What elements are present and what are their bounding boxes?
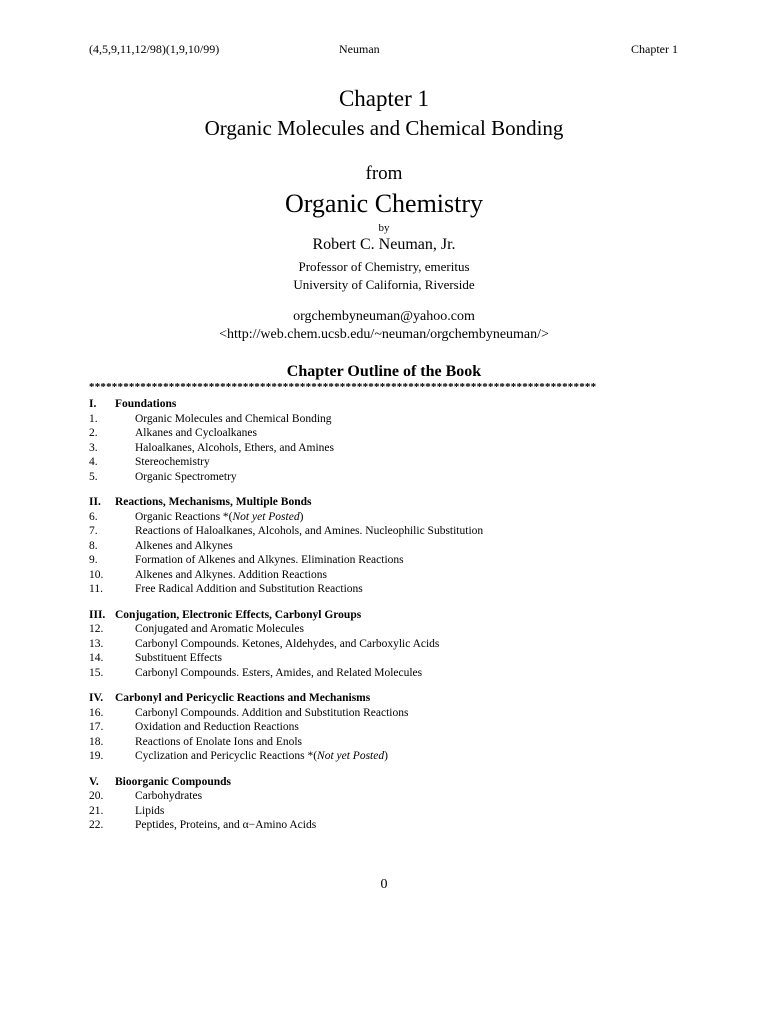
chapter-item-number: 3. bbox=[89, 441, 98, 454]
chapter-item-number: 9. bbox=[89, 554, 98, 566]
chapter-item-title: Haloalkanes, Alcohols, Ethers, and Amines bbox=[135, 441, 334, 454]
chapter-item-number: 13. bbox=[89, 637, 104, 650]
chapter-item-number: 22. bbox=[89, 819, 104, 831]
part-numeral: IV. bbox=[89, 692, 104, 704]
page-number: 0 bbox=[380, 877, 388, 892]
chapter-item-title: Peptides, Proteins, and α−Amino Acids bbox=[135, 819, 317, 831]
chapter-number: Chapter 1 bbox=[338, 86, 430, 111]
chapter-item-number: 12. bbox=[89, 623, 104, 635]
outline-chapter bbox=[89, 804, 689, 819]
book-title: Organic Chemistry bbox=[284, 189, 484, 218]
chapter-item-title: Organic Spectrometry bbox=[135, 470, 237, 483]
chapter-item-number: 19. bbox=[89, 750, 104, 762]
outline-part bbox=[89, 691, 689, 764]
header-left-dates: (4,5,9,11,12/98)(1,9,10/99) bbox=[89, 42, 220, 56]
chapter-item-title: Reactions of Haloalkanes, Alcohols, and Amines. Nucleophilic Substitution bbox=[135, 525, 484, 537]
part-heading bbox=[89, 775, 689, 790]
outline-chapter bbox=[89, 666, 689, 681]
chapter-item-title: Alkenes and Alkynes bbox=[135, 539, 233, 552]
outline-part bbox=[89, 775, 689, 833]
chapter-item-title: Stereochemistry bbox=[135, 456, 210, 468]
outline-heading: Chapter Outline of the Book bbox=[286, 363, 482, 380]
outline-chapter bbox=[89, 524, 689, 539]
part-heading bbox=[89, 691, 689, 706]
part-title: Reactions, Mechanisms, Multiple Bonds bbox=[115, 496, 312, 508]
chapter-item-title: Carbonyl Compounds. Ketones, Aldehydes, and Carboxylic Acids bbox=[135, 637, 440, 650]
book-outline bbox=[89, 397, 689, 844]
outline-chapter bbox=[89, 455, 689, 470]
outline-chapter bbox=[89, 426, 689, 441]
part-numeral: II. bbox=[89, 496, 101, 508]
chapter-item-title: Organic Reactions *(Not yet Posted) bbox=[135, 510, 304, 523]
outline-chapter bbox=[89, 568, 689, 583]
outline-part bbox=[89, 495, 689, 597]
outline-chapter bbox=[89, 470, 689, 485]
author-url: <http://web.chem.ucsb.edu/~neuman/orgchembyneuman/> bbox=[219, 327, 549, 342]
chapter-item-title: Organic Molecules and Chemical Bonding bbox=[135, 412, 332, 425]
chapter-item-title: Substituent Effects bbox=[135, 652, 222, 664]
chapter-item-number: 8. bbox=[89, 539, 98, 552]
chapter-item-number: 14. bbox=[89, 652, 104, 664]
header-chapter: Chapter 1 bbox=[631, 42, 678, 56]
chapter-item-number: 5. bbox=[89, 470, 98, 483]
chapter-item-title: Carbonyl Compounds. Addition and Substitution Reactions bbox=[135, 706, 409, 719]
part-title: Conjugation, Electronic Effects, Carbonyl Groups bbox=[115, 608, 362, 621]
chapter-item-title: Reactions of Enolate Ions and Enols bbox=[135, 735, 303, 748]
chapter-item-number: 4. bbox=[89, 456, 98, 468]
outline-chapter bbox=[89, 651, 689, 666]
chapter-item-title: Formation of Alkenes and Alkynes. Elimination Reactions bbox=[135, 554, 404, 566]
outline-part bbox=[89, 608, 689, 681]
chapter-item-title: Carbohydrates bbox=[135, 790, 203, 802]
chapter-item-title: Cyclization and Pericyclic Reactions *(Not yet Posted) bbox=[135, 750, 388, 762]
chapter-item-number: 10. bbox=[89, 568, 104, 581]
chapter-item-title: Alkenes and Alkynes. Addition Reactions bbox=[135, 568, 327, 581]
chapter-item-title: Lipids bbox=[135, 804, 165, 817]
chapter-item-number: 16. bbox=[89, 706, 104, 719]
part-heading bbox=[89, 608, 689, 623]
outline-chapter bbox=[89, 706, 689, 721]
from-label: from bbox=[365, 163, 403, 184]
chapter-item-number: 18. bbox=[89, 735, 104, 748]
chapter-item-title: Conjugated and Aromatic Molecules bbox=[135, 623, 304, 635]
separator-line: ***************************************************************************************** bbox=[89, 381, 597, 393]
chapter-item-number: 11. bbox=[89, 583, 103, 595]
chapter-item-number: 6. bbox=[89, 510, 98, 523]
outline-chapter bbox=[89, 553, 689, 568]
chapter-title: Organic Molecules and Chemical Bonding bbox=[204, 116, 564, 140]
chapter-item-note: Not yet Posted bbox=[317, 750, 385, 762]
part-heading bbox=[89, 495, 689, 510]
author-name: Robert C. Neuman, Jr. bbox=[312, 236, 456, 253]
chapter-item-title: Alkanes and Cycloalkanes bbox=[135, 427, 257, 439]
part-numeral: I. bbox=[89, 398, 97, 410]
part-heading bbox=[89, 397, 689, 412]
chapter-item-title: Carbonyl Compounds. Esters, Amides, and Related Molecules bbox=[135, 666, 423, 679]
chapter-item-number: 17. bbox=[89, 721, 104, 733]
author-position: Professor of Chemistry, emeritus bbox=[298, 259, 470, 274]
outline-chapter bbox=[89, 720, 689, 735]
part-numeral: V. bbox=[89, 775, 99, 788]
chapter-item-number: 1. bbox=[89, 412, 98, 425]
chapter-item-number: 20. bbox=[89, 790, 104, 802]
part-title: Bioorganic Compounds bbox=[115, 775, 231, 788]
author-university: University of California, Riverside bbox=[293, 277, 475, 292]
outline-chapter bbox=[89, 441, 689, 456]
outline-chapter bbox=[89, 735, 689, 750]
author-email: orgchembyneuman@yahoo.com bbox=[293, 309, 475, 324]
outline-chapter bbox=[89, 510, 689, 525]
chapter-item-number: 7. bbox=[89, 525, 98, 537]
header-author: Neuman bbox=[339, 42, 380, 56]
chapter-item-note: Not yet Posted bbox=[232, 510, 300, 523]
chapter-item-title: Oxidation and Reduction Reactions bbox=[135, 721, 299, 733]
outline-chapter bbox=[89, 622, 689, 637]
outline-chapter bbox=[89, 749, 689, 764]
outline-chapter bbox=[89, 637, 689, 652]
outline-chapter bbox=[89, 582, 689, 597]
part-title: Foundations bbox=[115, 398, 177, 410]
outline-chapter bbox=[89, 539, 689, 554]
chapter-item-number: 2. bbox=[89, 427, 98, 439]
chapter-item-number: 21. bbox=[89, 804, 104, 817]
outline-chapter bbox=[89, 789, 689, 804]
by-label: by bbox=[378, 222, 390, 234]
outline-part bbox=[89, 397, 689, 484]
outline-chapter bbox=[89, 412, 689, 427]
part-numeral: III. bbox=[89, 608, 106, 621]
chapter-item-title: Free Radical Addition and Substitution Reactions bbox=[135, 583, 363, 595]
part-title: Carbonyl and Pericyclic Reactions and Mechanisms bbox=[115, 692, 371, 704]
outline-chapter bbox=[89, 818, 689, 833]
chapter-item-number: 15. bbox=[89, 666, 104, 679]
